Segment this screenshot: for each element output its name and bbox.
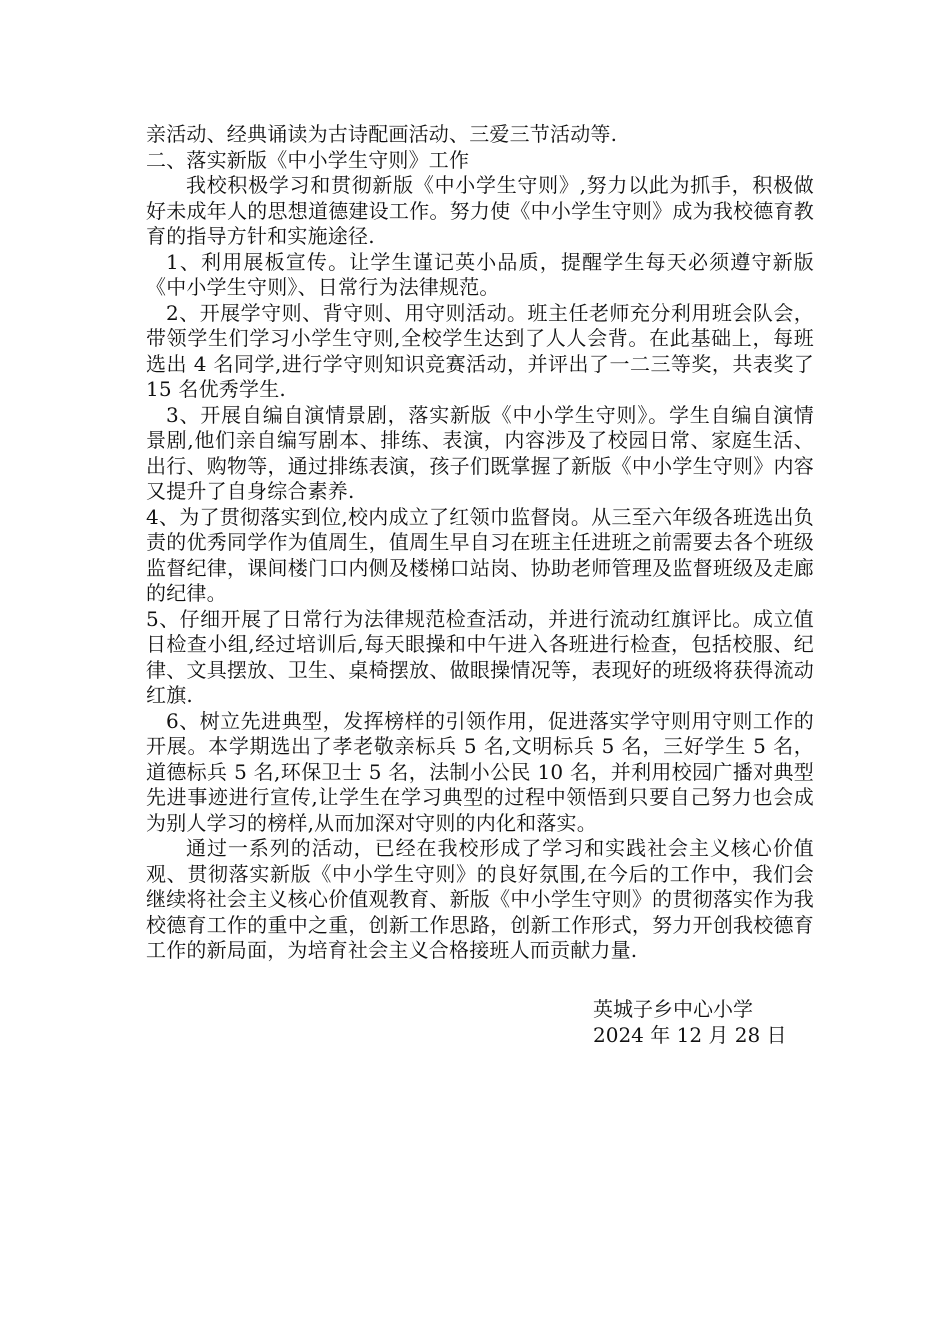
paragraph-intro: 我校积极学习和贯彻新版《中小学生守则》,努力以此为抓手，积极做好未成年人的思想道德建设工作。努力使《中小学生守则》成为我校德育教育的指导方针和实施途径. (146, 173, 814, 248)
paragraph-item-2: 2、开展学守则、背守则、用守则活动。班主任老师充分利用班会队会，带领学生们学习小学生守则,全校学生达到了人人会背。在此基础上，每班选出 4 名同学,进行学守则知识竞赛活动，并评出了一二三等奖，共表奖了 15 名优秀学生. (146, 300, 814, 401)
signature-date: 2024 年 12 月 28 日 (593, 1022, 787, 1047)
paragraph-activities-tail: 亲活动、经典诵读为古诗配画活动、三爱三节活动等. (146, 122, 618, 146)
document-body (146, 122, 814, 964)
paragraph-conclusion: 通过一系列的活动，已经在我校形成了学习和实践社会主义核心价值观、贯彻落实新版《中小学生守则》的良好氛围,在今后的工作中，我们会继续将社会主义核心价值观教育、新版《中小学生守则》的贯彻落实作为我校德育工作的重中之重，创新工作思路，创新工作形式，努力开创我校德育工作的新局面，为培育社会主义合格接班人而贡献力量. (146, 836, 814, 962)
signature-block (593, 997, 787, 1048)
paragraph-item-4: 4、为了贯彻落实到位,校内成立了红领巾监督岗。从三至六年级各班选出负责的优秀同学作为值周生，值周生早自习在班主任进班之前需要去各个班级监督纪律，课间楼门口内侧及楼梯口站岗、协助老师管理及监督班级及走廊的纪律。 (146, 504, 814, 605)
paragraph-item-5: 5、仔细开展了日常行为法律规范检查活动，并进行流动红旗评比。成立值日检查小组,经过培训后,每天眼操和中午进入各班进行检查，包括校服、纪律、文具摆放、卫生、桌椅摆放、做眼操情况等，表现好的班级将获得流动红旗. (146, 606, 814, 707)
paragraph-item-1: 1、利用展板宣传。让学生谨记英小品质，提醒学生每天必须遵守新版《中小学生守则》、日常行为法律规范。 (146, 249, 814, 299)
section-heading: 二、落实新版《中小学生守则》工作 (146, 147, 470, 172)
signature-organization: 英城子乡中心小学 (593, 997, 753, 1021)
paragraph-item-3: 3、开展自编自演情景剧，落实新版《中小学生守则》。学生自编自演情景剧,他们亲自编写剧本、排练、表演，内容涉及了校园日常、家庭生活、出行、购物等，通过排练表演，孩子们既掌握了新版《中小学生守则》内容又提升了自身综合素养. (146, 402, 814, 503)
paragraph-item-6: 6、树立先进典型，发挥榜样的引领作用，促进落实学守则用守则工作的开展。本学期选出了孝老敬亲标兵 5 名,文明标兵 5 名，三好学生 5 名，道德标兵 5 名,环保卫士 5 名，法制小公民 10 名，并利用校园广播对典型先进事迹进行宣传,让学生在学习典型的过程中领悟到只要自己努力也会成为别人学习的榜样,从而加深对守则的内化和落实。 (146, 708, 814, 835)
